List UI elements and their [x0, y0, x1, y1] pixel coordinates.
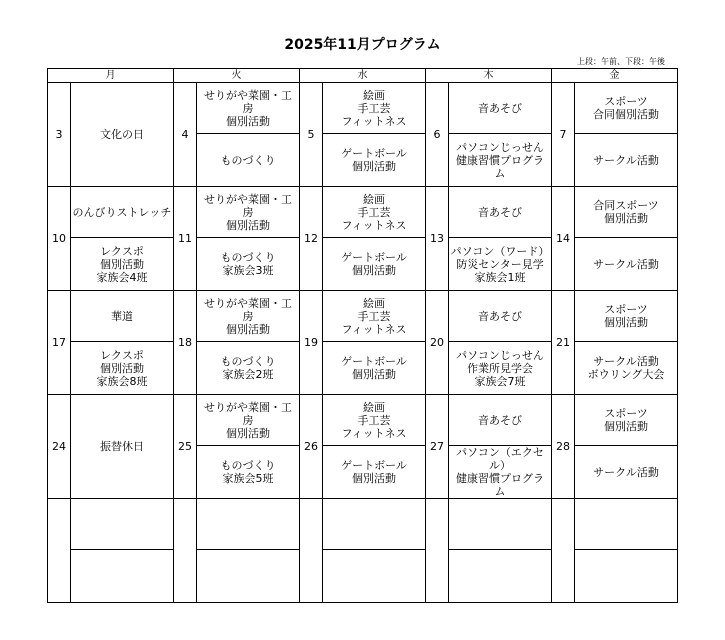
- am-activity-text: 絵画 手工芸 フィットネス: [341, 296, 407, 336]
- day-header-thu: 木: [426, 69, 552, 83]
- week-row-am: [48, 187, 678, 238]
- day-header-mon: 月: [48, 69, 174, 83]
- pm-activity-cell: [71, 550, 174, 603]
- am-activity-text: 音あそび: [478, 309, 522, 323]
- am-activity-cell: [449, 83, 552, 134]
- date-number: 21: [552, 291, 575, 395]
- legend-note: 上段：午前、下段：午後: [577, 57, 665, 66]
- pm-activity-text: サークル活動 ボウリング大会: [587, 355, 665, 381]
- am-activity-cell: [323, 499, 426, 550]
- date-number: 10: [48, 187, 71, 291]
- date-number: 28: [552, 395, 575, 499]
- pm-activity-text: ゲートボール 個別活動: [341, 459, 407, 485]
- pm-activity-cell: [71, 238, 174, 291]
- week-row-am: [48, 291, 678, 342]
- week-row-am: [48, 499, 678, 550]
- pm-activity-cell: [197, 550, 300, 603]
- am-activity-text: せりがや菜園・工 房 個別活動: [204, 88, 292, 128]
- pm-activity-text: パソコンじっせん 作業所見学会 家族会7班: [456, 348, 544, 388]
- pm-activity-cell: [197, 134, 300, 187]
- week-row-pm: [48, 550, 678, 603]
- pm-activity-cell: [323, 238, 426, 291]
- pm-activity-cell: [449, 342, 552, 395]
- date-number: 12: [300, 187, 323, 291]
- am-activity-cell: [449, 395, 552, 446]
- holiday-cell: [71, 395, 174, 499]
- am-activity-text: 音あそび: [478, 101, 522, 115]
- pm-activity-text: ものづくり 家族会3班: [220, 251, 276, 277]
- date-number: 14: [552, 187, 575, 291]
- date-number: 11: [174, 187, 197, 291]
- pm-activity-cell: [575, 238, 678, 291]
- pm-activity-cell: [197, 238, 300, 291]
- week-row-am: [48, 83, 678, 134]
- pm-activity-cell: [323, 342, 426, 395]
- am-activity-cell: [575, 83, 678, 134]
- date-number: 7: [552, 83, 575, 187]
- am-activity-cell: [449, 499, 552, 550]
- date-number: 13: [426, 187, 449, 291]
- am-activity-cell: [323, 291, 426, 342]
- am-activity-text: スポーツ 個別活動: [604, 407, 648, 433]
- pm-activity-cell: [449, 550, 552, 603]
- date-number: 5: [300, 83, 323, 187]
- pm-activity-cell: [323, 550, 426, 603]
- pm-activity-cell: [575, 134, 678, 187]
- am-activity-text: スポーツ 合同個別活動: [593, 95, 659, 121]
- am-activity-text: 合同スポーツ 個別活動: [593, 199, 659, 225]
- holiday-cell: [71, 83, 174, 187]
- pm-activity-text: サークル活動: [593, 465, 659, 479]
- pm-activity-text: パソコン（エクセ ル） 健康習慣プログラ ム: [456, 446, 544, 498]
- schedule-table: [47, 68, 678, 603]
- am-activity-text: せりがや菜園・工 房 個別活動: [204, 296, 292, 336]
- am-activity-cell: [575, 291, 678, 342]
- pm-activity-text: レクスポ 個別活動 家族会8班: [96, 348, 148, 388]
- am-activity-cell: [197, 395, 300, 446]
- date-number: 6: [426, 83, 449, 187]
- am-activity-text: 絵画 手工芸 フィットネス: [341, 400, 407, 440]
- am-activity-text: 絵画 手工芸 フィットネス: [341, 88, 407, 128]
- pm-activity-text: レクスポ 個別活動 家族会4班: [96, 244, 148, 284]
- am-activity-cell: [449, 187, 552, 238]
- am-activity-cell: [575, 499, 678, 550]
- date-number: [174, 499, 197, 603]
- pm-activity-cell: [575, 342, 678, 395]
- week-row-pm: [48, 342, 678, 395]
- pm-activity-cell: [575, 550, 678, 603]
- date-number: 3: [48, 83, 71, 187]
- date-number: 26: [300, 395, 323, 499]
- am-activity-text: 絵画 手工芸 フィットネス: [341, 192, 407, 232]
- pm-activity-text: パソコンじっせん 健康習慣プログラ ム: [456, 140, 544, 180]
- pm-activity-cell: [323, 134, 426, 187]
- am-activity-cell: [449, 291, 552, 342]
- page-title: 2025年11月プログラム: [284, 37, 441, 53]
- pm-activity-cell: [449, 446, 552, 499]
- am-activity-text: のんびりストレッチ: [72, 205, 172, 219]
- pm-activity-text: ものづくり 家族会2班: [220, 355, 276, 381]
- date-number: 20: [426, 291, 449, 395]
- am-activity-cell: [323, 187, 426, 238]
- am-activity-text: 華道: [111, 309, 133, 323]
- am-activity-cell: [197, 187, 300, 238]
- pm-activity-text: パソコン（ワード） 防災センター見学 家族会1班: [450, 244, 550, 284]
- date-number: [300, 499, 323, 603]
- am-activity-text: 音あそび: [478, 205, 522, 219]
- day-header-tue: 火: [174, 69, 300, 83]
- am-activity-text: スポーツ 個別活動: [604, 303, 648, 329]
- date-number: 19: [300, 291, 323, 395]
- am-activity-cell: [197, 291, 300, 342]
- am-activity-text: せりがや菜園・工 房 個別活動: [204, 400, 292, 440]
- date-number: 27: [426, 395, 449, 499]
- pm-activity-text: ものづくり 家族会5班: [220, 459, 276, 485]
- pm-activity-cell: [575, 446, 678, 499]
- date-number: [48, 499, 71, 603]
- pm-activity-text: ものづくり: [220, 153, 276, 167]
- am-activity-cell: [71, 499, 174, 550]
- date-number: 18: [174, 291, 197, 395]
- pm-activity-text: ゲートボール 個別活動: [341, 355, 407, 381]
- pm-activity-cell: [197, 342, 300, 395]
- pm-activity-cell: [197, 446, 300, 499]
- day-header-wed: 水: [300, 69, 426, 83]
- am-activity-cell: [575, 395, 678, 446]
- pm-activity-text: サークル活動: [593, 257, 659, 271]
- am-activity-cell: [323, 83, 426, 134]
- date-number: 25: [174, 395, 197, 499]
- date-number: 17: [48, 291, 71, 395]
- pm-activity-cell: [323, 446, 426, 499]
- holiday-label: 振替休日: [100, 440, 144, 453]
- day-header-fri: 金: [552, 69, 678, 83]
- pm-activity-text: ゲートボール 個別活動: [341, 147, 407, 173]
- am-activity-cell: [197, 499, 300, 550]
- am-activity-cell: [71, 187, 174, 238]
- header-row: [48, 69, 678, 83]
- date-number: [552, 499, 575, 603]
- date-number: 24: [48, 395, 71, 499]
- pm-activity-cell: [449, 134, 552, 187]
- date-number: [426, 499, 449, 603]
- pm-activity-text: ゲートボール 個別活動: [341, 251, 407, 277]
- week-row-pm: [48, 238, 678, 291]
- am-activity-cell: [197, 83, 300, 134]
- am-activity-text: 音あそび: [478, 413, 522, 427]
- date-number: 4: [174, 83, 197, 187]
- pm-activity-cell: [449, 238, 552, 291]
- holiday-label: 文化の日: [100, 128, 144, 141]
- pm-activity-cell: [71, 342, 174, 395]
- pm-activity-text: サークル活動: [593, 153, 659, 167]
- am-activity-cell: [323, 395, 426, 446]
- am-activity-cell: [71, 291, 174, 342]
- am-activity-cell: [575, 187, 678, 238]
- am-activity-text: せりがや菜園・工 房 個別活動: [204, 192, 292, 232]
- week-row-am: [48, 395, 678, 446]
